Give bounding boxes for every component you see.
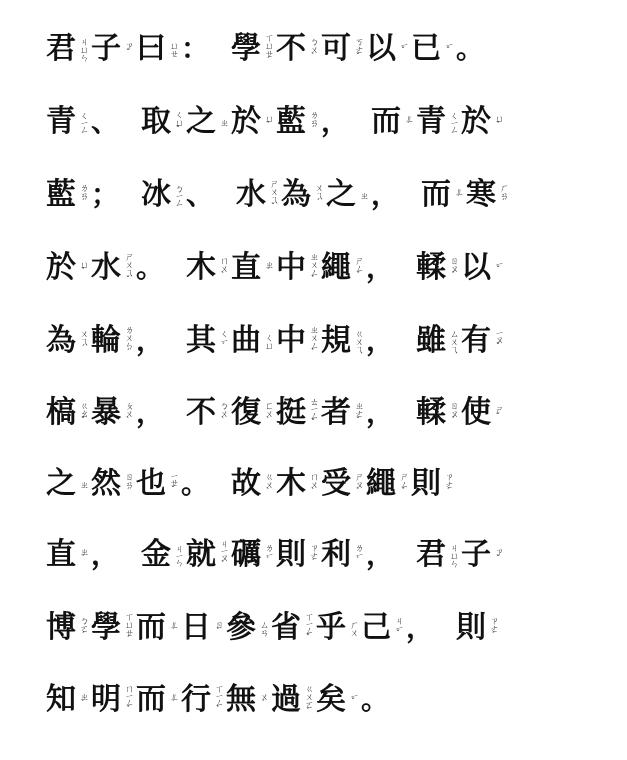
- zhuyin-annotation: ㄖㄡˊ: [448, 255, 459, 281]
- character: [271, 680, 312, 720]
- character: [421, 175, 462, 215]
- character: [411, 29, 452, 69]
- han-character: 過: [271, 682, 301, 717]
- character: [46, 680, 87, 720]
- han-character: 於: [46, 250, 76, 285]
- character: [231, 535, 272, 575]
- han-character: 故: [231, 466, 262, 501]
- han-character: 復: [231, 395, 262, 430]
- zhuyin-annotation: ㄕㄡˋ: [353, 471, 364, 497]
- han-character: 寒: [466, 177, 497, 212]
- han-character: 知: [46, 682, 76, 717]
- character: [321, 535, 362, 575]
- zhuyin-annotation: ㄒㄧㄥˋ: [213, 684, 223, 716]
- han-character: 已: [411, 31, 442, 66]
- han-character: 己: [361, 610, 391, 645]
- zhuyin-annotation: ㄦˊ: [168, 691, 178, 709]
- zhuyin-annotation: ㄒㄩㄝˊ: [123, 611, 133, 645]
- han-character: 而: [136, 682, 166, 717]
- character: [416, 321, 457, 361]
- zhuyin-annotation: ㄐㄧㄣ: [173, 543, 184, 567]
- han-character: 於: [231, 104, 262, 139]
- zhuyin-annotation: ㄇㄨˋ: [218, 255, 229, 281]
- zhuyin-annotation: ㄍㄨˋ: [263, 471, 274, 497]
- punctuation-mark: 。: [361, 683, 390, 716]
- character: [321, 464, 362, 504]
- han-character: 曰: [136, 31, 166, 66]
- zhuyin-annotation: ㄈㄨˋ: [263, 400, 274, 426]
- text-line: [46, 608, 501, 648]
- han-character: 直: [231, 250, 262, 285]
- character: [281, 175, 322, 215]
- character: [46, 102, 87, 142]
- punctuation: [361, 680, 407, 720]
- character: [231, 248, 272, 288]
- character: [461, 535, 502, 575]
- character: [231, 29, 272, 69]
- han-character: 為: [281, 177, 312, 212]
- punctuation-mark: 、: [91, 105, 120, 138]
- character: [371, 102, 412, 142]
- zhuyin-annotation: ㄓˊ: [78, 546, 88, 564]
- han-character: 而: [421, 177, 452, 212]
- zhuyin-annotation: ㄕㄨㄟˇ: [123, 251, 133, 285]
- zhuyin-annotation: ㄌㄧˋ: [353, 543, 364, 567]
- character: [276, 464, 317, 504]
- character: [231, 464, 272, 504]
- character: [91, 464, 132, 504]
- han-character: 暴: [91, 395, 121, 430]
- character: [321, 321, 362, 361]
- han-character: 則: [411, 466, 442, 501]
- character: [326, 175, 367, 215]
- han-character: 而: [371, 104, 402, 139]
- han-character: 受: [321, 466, 352, 501]
- zhuyin-annotation: ㄅㄨˋ: [218, 400, 229, 426]
- zhuyin-annotation: ㄅㄛˊ: [78, 615, 88, 641]
- han-character: 利: [321, 537, 352, 572]
- text-line: [46, 321, 506, 361]
- character: [91, 29, 132, 69]
- punctuation: [136, 393, 182, 433]
- zhuyin-annotation: ㄧㄝˇ: [168, 472, 178, 496]
- text-line: [46, 248, 506, 288]
- han-character: 不: [276, 31, 307, 66]
- han-character: 中: [276, 250, 307, 285]
- han-character: 就: [186, 537, 217, 572]
- character: [186, 248, 227, 288]
- han-character: 冰: [141, 177, 172, 212]
- han-character: 學: [91, 610, 121, 645]
- zhuyin-annotation: ㄅㄧㄥ: [173, 183, 184, 207]
- zhuyin-annotation: ㄨˊ: [258, 691, 268, 709]
- punctuation: [91, 102, 137, 142]
- zhuyin-annotation: ㄧㄡˇ: [493, 329, 504, 353]
- han-character: 無: [226, 682, 256, 717]
- han-character: 君: [46, 31, 76, 66]
- zhuyin-annotation: ㄕㄥˊ: [353, 255, 364, 281]
- punctuation: [366, 535, 412, 575]
- han-character: 輮: [416, 250, 447, 285]
- zhuyin-annotation: ㄍㄠˇ: [78, 400, 88, 426]
- han-character: 博: [46, 610, 76, 645]
- zhuyin-annotation: ㄒㄩㄝˊ: [263, 32, 274, 66]
- character: [46, 248, 87, 288]
- character: [186, 102, 227, 142]
- han-character: 以: [366, 31, 397, 66]
- zhuyin-annotation: ㄩˊ: [78, 259, 88, 277]
- zhuyin-annotation: ㄑㄩ: [263, 333, 274, 349]
- character: [461, 321, 502, 361]
- text-line: [46, 464, 456, 504]
- character: [231, 393, 272, 433]
- zhuyin-annotation: ㄎㄜˇ: [353, 36, 364, 62]
- han-character: 則: [456, 610, 487, 645]
- han-character: 之: [326, 177, 357, 212]
- punctuation: [136, 321, 182, 361]
- punctuation-mark: ，: [321, 105, 350, 138]
- text-line: [46, 680, 411, 720]
- zhuyin-annotation: ㄓ: [218, 118, 229, 126]
- han-character: 明: [91, 682, 121, 717]
- character: [321, 248, 362, 288]
- character: [321, 393, 362, 433]
- punctuation: [406, 608, 452, 648]
- character: [416, 393, 457, 433]
- punctuation-mark: ，: [91, 538, 120, 571]
- han-character: 而: [136, 610, 166, 645]
- zhuyin-annotation: ㄧˇ: [443, 41, 454, 57]
- han-character: 中: [276, 323, 307, 358]
- han-character: 以: [461, 250, 492, 285]
- punctuation-mark: ，: [136, 396, 165, 429]
- han-character: 有: [461, 323, 492, 358]
- punctuation-mark: ；: [91, 178, 120, 211]
- punctuation: [456, 29, 502, 69]
- character: [226, 608, 267, 648]
- zhuyin-annotation: ㄑㄧㄥ: [448, 110, 459, 134]
- zhuyin-annotation: ㄓㄨㄥˋ: [308, 324, 319, 358]
- han-character: 直: [46, 537, 76, 572]
- character: [46, 175, 87, 215]
- zhuyin-annotation: ㄕㄥˊ: [398, 471, 409, 497]
- character: [276, 29, 317, 69]
- character: [136, 608, 177, 648]
- character: [46, 393, 87, 433]
- zhuyin-annotation: ㄌㄢˊ: [308, 109, 319, 135]
- zhuyin-annotation: ㄇㄧㄥˊ: [123, 684, 133, 716]
- character: [91, 248, 132, 288]
- punctuation: [91, 175, 137, 215]
- zhuyin-annotation: ㄏㄢˊ: [498, 182, 509, 208]
- han-character: 之: [46, 466, 76, 501]
- punctuation: [366, 248, 412, 288]
- zhuyin-annotation: ㄍㄨㄛˋ: [303, 683, 313, 717]
- text-line: [46, 102, 506, 142]
- punctuation-mark: 。: [136, 251, 165, 284]
- character: [91, 680, 132, 720]
- zhuyin-annotation: ㄕˇ: [493, 404, 504, 422]
- character: [186, 535, 227, 575]
- text-line: [46, 393, 506, 433]
- punctuation: [136, 248, 182, 288]
- zhuyin-annotation: ㄨㄟˊ: [78, 328, 88, 354]
- punctuation-mark: ，: [406, 611, 435, 644]
- punctuation-mark: ，: [371, 178, 400, 211]
- han-character: 學: [231, 31, 262, 66]
- zhuyin-annotation: ㄗˇ: [493, 546, 504, 564]
- zhuyin-annotation: ㄕㄨㄟˇ: [268, 178, 279, 212]
- zhuyin-annotation: ㄖㄢˊ: [123, 471, 133, 497]
- character: [416, 102, 457, 142]
- han-character: 挺: [276, 395, 307, 430]
- han-character: 槁: [46, 395, 76, 430]
- character: [231, 102, 272, 142]
- character: [411, 464, 452, 504]
- zhuyin-annotation: ㄑㄧㄥ: [78, 110, 88, 134]
- han-character: 日: [181, 610, 211, 645]
- zhuyin-annotation: ㄓ: [78, 480, 88, 488]
- han-character: 水: [91, 250, 121, 285]
- han-character: 礪: [231, 537, 262, 572]
- han-character: 子: [461, 537, 492, 572]
- character: [316, 680, 357, 720]
- han-character: 矣: [316, 682, 346, 717]
- character: [91, 608, 132, 648]
- character: [461, 248, 502, 288]
- character: [181, 680, 222, 720]
- han-character: 其: [186, 323, 217, 358]
- punctuation-mark: 。: [456, 32, 485, 65]
- character: [141, 102, 182, 142]
- zhuyin-annotation: ㄓㄨㄥˋ: [308, 251, 319, 285]
- zhuyin-annotation: ㄅㄨˋ: [308, 36, 319, 62]
- character: [416, 248, 457, 288]
- zhuyin-annotation: ㄦˊ: [453, 186, 464, 204]
- han-character: 省: [271, 610, 301, 645]
- han-character: 規: [321, 323, 352, 358]
- punctuation: [181, 464, 227, 504]
- han-character: 水: [236, 177, 267, 212]
- character: [276, 535, 317, 575]
- zhuyin-annotation: ㄌㄨㄣˊ: [123, 324, 133, 358]
- character: [46, 608, 87, 648]
- character: [461, 102, 502, 142]
- punctuation-mark: 、: [186, 178, 215, 211]
- character: [231, 321, 272, 361]
- zhuyin-annotation: ㄍㄨㄟ: [353, 329, 364, 353]
- character: [136, 29, 177, 69]
- punctuation: [366, 393, 412, 433]
- character: [236, 175, 277, 215]
- character: [366, 464, 407, 504]
- zhuyin-annotation: ㄙㄨㄟ: [448, 329, 459, 353]
- punctuation-mark: ，: [366, 251, 395, 284]
- character: [46, 535, 87, 575]
- han-character: 木: [186, 250, 217, 285]
- zhuyin-annotation: ㄊㄧㄥˇ: [308, 397, 319, 429]
- han-character: 繩: [321, 250, 352, 285]
- character: [136, 464, 177, 504]
- punctuation-mark: ，: [136, 324, 165, 357]
- han-character: 乎: [316, 610, 346, 645]
- han-character: 不: [186, 395, 217, 430]
- punctuation-mark: ，: [366, 324, 395, 357]
- zhuyin-annotation: ㄒㄧㄥˇ: [303, 612, 313, 644]
- zhuyin-annotation: ㄗㄜˊ: [488, 615, 499, 641]
- han-character: 行: [181, 682, 211, 717]
- punctuation: [186, 175, 232, 215]
- han-character: 青: [46, 104, 76, 139]
- text-line: [46, 29, 506, 69]
- han-character: 子: [91, 31, 121, 66]
- zhuyin-annotation: ㄦˊ: [403, 113, 414, 131]
- zhuyin-annotation: ㄓㄜˇ: [353, 400, 364, 426]
- zhuyin-annotation: ㄆㄨˋ: [123, 400, 133, 426]
- han-character: 參: [226, 610, 256, 645]
- han-character: 然: [91, 466, 121, 501]
- zhuyin-annotation: ㄐㄧˇ: [393, 616, 403, 640]
- zhuyin-annotation: ㄧˇ: [493, 260, 504, 276]
- zhuyin-annotation: ㄐㄧㄡˋ: [218, 539, 229, 571]
- han-character: 輮: [416, 395, 447, 430]
- character: [276, 248, 317, 288]
- zhuyin-annotation: ㄩˊ: [493, 113, 504, 131]
- character: [46, 29, 87, 69]
- zhuyin-annotation: ㄩㄝ: [168, 41, 178, 57]
- han-character: 繩: [366, 466, 397, 501]
- zhuyin-annotation: ㄗˇ: [123, 40, 133, 58]
- han-character: 曲: [231, 323, 262, 358]
- punctuation-mark: 。: [181, 467, 210, 500]
- text-line: [46, 535, 506, 575]
- character: [461, 393, 502, 433]
- zhuyin-annotation: ㄧˇ: [348, 692, 358, 708]
- zhuyin-annotation: ㄗㄜˊ: [443, 471, 454, 497]
- character: [276, 393, 317, 433]
- character: [141, 175, 182, 215]
- character: [271, 608, 312, 648]
- character: [141, 535, 182, 575]
- zhuyin-annotation: ㄐㄩㄣ: [78, 37, 88, 61]
- zhuyin-annotation: ㄗㄜˊ: [308, 542, 319, 568]
- han-character: 之: [186, 104, 217, 139]
- zhuyin-annotation: ㄩˊ: [263, 113, 274, 131]
- zhuyin-annotation: ㄦˊ: [168, 619, 178, 637]
- zhuyin-annotation: ㄨㄟˊ: [313, 182, 324, 208]
- han-character: 君: [416, 537, 447, 572]
- han-character: 可: [321, 31, 352, 66]
- zhuyin-annotation: ㄓ: [358, 191, 369, 199]
- zhuyin-annotation: ㄓˋ: [78, 691, 88, 709]
- zhuyin-annotation: ㄧˇ: [398, 41, 409, 57]
- character: [456, 608, 497, 648]
- character: [316, 608, 357, 648]
- character: [136, 680, 177, 720]
- zhuyin-annotation: ㄙㄢ: [258, 620, 268, 636]
- character: [46, 321, 87, 361]
- character: [276, 321, 317, 361]
- han-character: 則: [276, 537, 307, 572]
- punctuation: [366, 321, 412, 361]
- han-character: 藍: [276, 104, 307, 139]
- zhuyin-annotation: ㄐㄩㄣ: [448, 543, 459, 567]
- punctuation: [91, 535, 137, 575]
- zhuyin-annotation: ㄌㄢˊ: [78, 182, 88, 208]
- character: [186, 393, 227, 433]
- zhuyin-annotation: ㄖˋ: [213, 619, 223, 637]
- han-character: 輪: [91, 323, 121, 358]
- han-character: 者: [321, 395, 352, 430]
- character: [466, 175, 507, 215]
- character: [186, 321, 227, 361]
- han-character: 取: [141, 104, 172, 139]
- han-character: 雖: [416, 323, 447, 358]
- punctuation: [371, 175, 417, 215]
- han-character: 為: [46, 323, 76, 358]
- zhuyin-annotation: ㄌㄧˋ: [263, 543, 274, 567]
- punctuation-mark: ，: [366, 396, 395, 429]
- character: [416, 535, 457, 575]
- character: [276, 102, 317, 142]
- zhuyin-annotation: ㄏㄨ: [348, 620, 358, 636]
- zhuyin-annotation: ㄑㄩˇ: [173, 109, 184, 135]
- han-character: 使: [461, 395, 492, 430]
- zhuyin-annotation: ㄇㄨˋ: [308, 471, 319, 497]
- han-character: 木: [276, 466, 307, 501]
- punctuation: [321, 102, 367, 142]
- punctuation-mark: ，: [366, 538, 395, 571]
- character: [321, 29, 362, 69]
- han-character: 金: [141, 537, 172, 572]
- han-character: 青: [416, 104, 447, 139]
- character: [361, 608, 402, 648]
- text-line: [46, 175, 511, 215]
- punctuation: [181, 29, 227, 69]
- zhuyin-annotation: ㄑㄧˊ: [218, 329, 229, 353]
- character: [46, 464, 87, 504]
- han-character: 於: [461, 104, 492, 139]
- character: [91, 393, 132, 433]
- punctuation-mark: ：: [181, 32, 210, 65]
- character: [226, 680, 267, 720]
- character: [366, 29, 407, 69]
- zhuyin-annotation: ㄖㄡˊ: [448, 400, 459, 426]
- zhuyin-annotation: ㄓˊ: [263, 259, 274, 277]
- han-character: 也: [136, 466, 166, 501]
- character: [181, 608, 222, 648]
- han-character: 藍: [46, 177, 76, 212]
- character: [91, 321, 132, 361]
